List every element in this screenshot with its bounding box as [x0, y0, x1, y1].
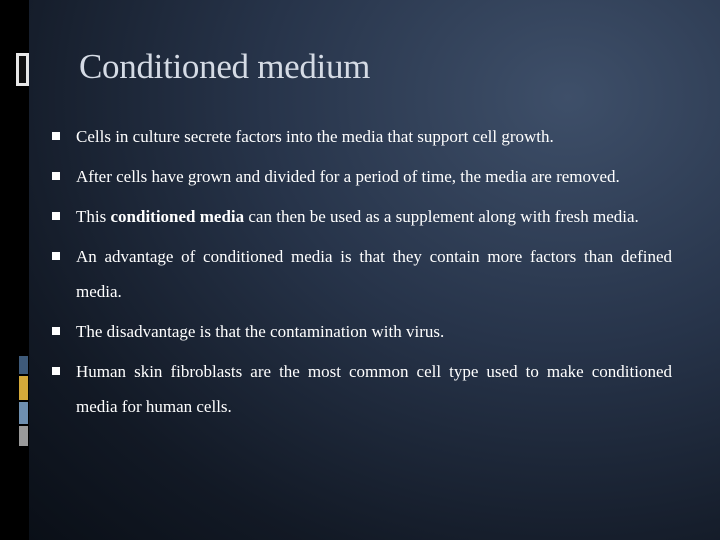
square-bullet-icon	[52, 132, 60, 140]
bullet-item	[52, 239, 672, 309]
side-strip-3	[19, 402, 28, 424]
bullet-bold-term: conditioned media	[110, 207, 245, 226]
bullet-text-after: can then be used as a supplement along with fresh media.	[244, 207, 639, 226]
side-strip-2	[19, 376, 28, 400]
decorative-side-strips	[19, 356, 28, 446]
bullet-text: Cells in culture secrete factors into the media that support cell growth.	[76, 127, 554, 146]
square-bullet-icon	[52, 252, 60, 260]
side-strip-4	[19, 426, 28, 446]
square-bullet-icon	[52, 367, 60, 375]
square-bullet-icon	[52, 327, 60, 335]
bullet-item	[52, 119, 672, 154]
bullet-item	[52, 354, 672, 424]
square-bullet-icon	[52, 212, 60, 220]
bullet-text: After cells have grown and divided for a period of time, the media are removed.	[76, 167, 620, 186]
bullet-text: Human skin fibroblasts are the most common cell type used to make conditioned media for human cells.	[76, 362, 672, 416]
bullet-text: The disadvantage is that the contamination with virus.	[76, 322, 445, 341]
title-accent-inner	[19, 56, 26, 83]
side-strip-1	[19, 356, 28, 374]
square-bullet-icon	[52, 172, 60, 180]
bullet-item	[52, 199, 672, 234]
bullet-item	[52, 314, 672, 349]
bullet-text: An advantage of conditioned media is that they contain more factors than defined media.	[76, 247, 672, 301]
bullet-item	[52, 159, 672, 194]
bullet-text-before: This	[76, 207, 111, 226]
slide-title: Conditioned medium	[79, 47, 371, 86]
bullet-list	[52, 119, 672, 429]
